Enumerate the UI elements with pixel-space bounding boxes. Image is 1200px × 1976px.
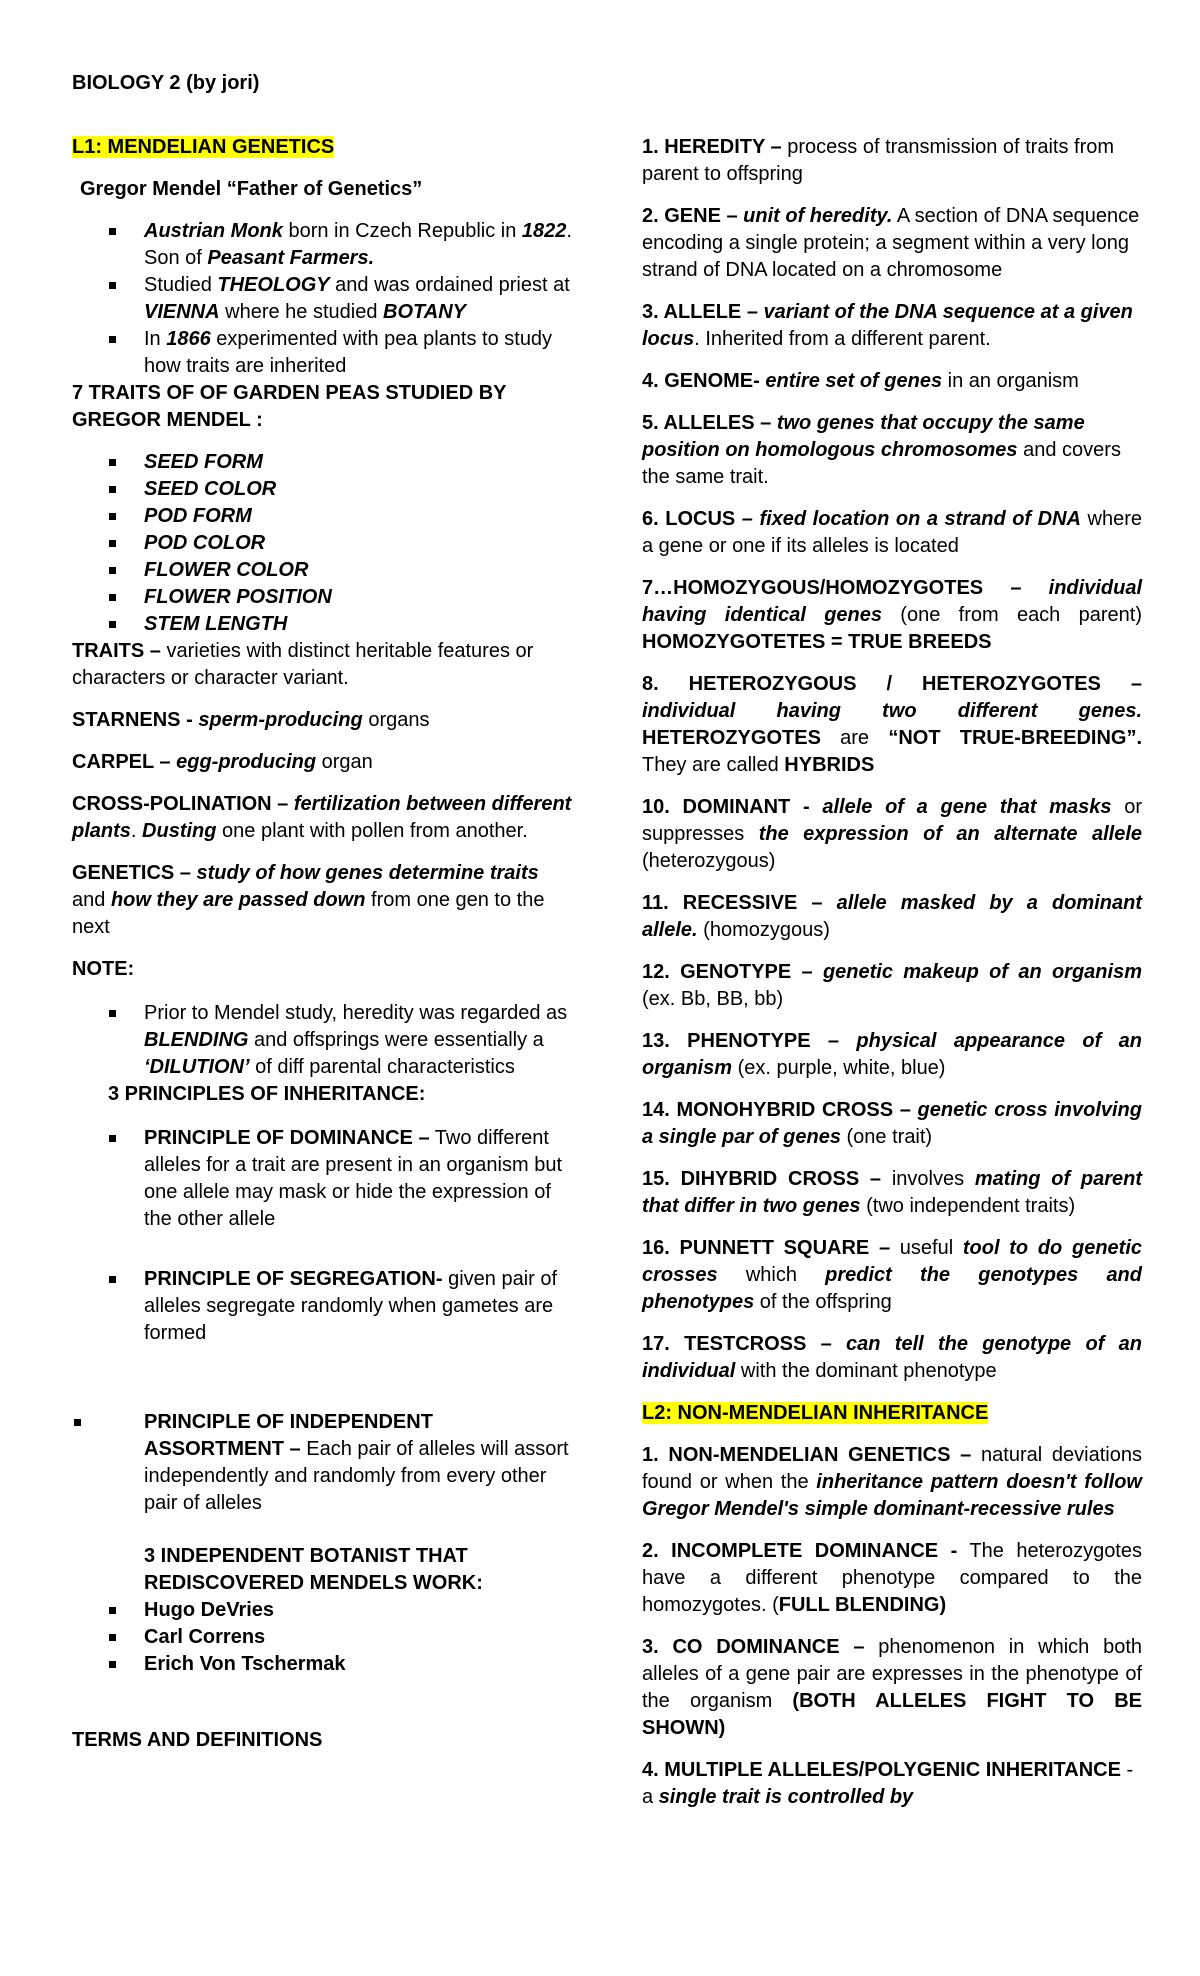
term-gene: 2. GENE – unit of heredity. A section of DNA sequence encoding a single protein; a segment within a very long strand of DNA located on a chromosome bbox=[642, 205, 1140, 281]
botanists-list bbox=[72, 1597, 572, 1678]
principle-segregation: PRINCIPLE OF SEGREGATION- given pair of alleles segregate randomly when gametes are formed bbox=[72, 1266, 572, 1347]
trait-item: POD COLOR bbox=[72, 530, 572, 557]
term-dihybrid-cross: 15. DIHYBRID CROSS – involves mating of parent that differ in two genes (two independent traits) bbox=[642, 1168, 1143, 1217]
principles-heading: 3 PRINCIPLES OF INHERITANCE: bbox=[108, 1083, 426, 1105]
note-label: NOTE: bbox=[72, 958, 135, 980]
starnens-definition: STARNENS - sperm-producing organs bbox=[72, 709, 430, 731]
principle-independent-assortment: PRINCIPLE OF INDEPENDENT ASSORTMENT – Each pair of alleles will assort independently and randomly from every other pair of alleles bbox=[72, 1409, 572, 1517]
traits-definition: TRAITS – varieties with distinct heritable features or characters or character variant. bbox=[72, 640, 534, 689]
term-dominant: 10. DOMINANT - allele of a gene that masks or suppresses the expression of an alternate allele (heterozygous) bbox=[642, 796, 1143, 872]
l2-heading: L2: NON-MENDELIAN INHERITANCE bbox=[642, 1402, 989, 1424]
term-genome: 4. GENOME- entire set of genes in an organism bbox=[642, 370, 1079, 392]
term-multiple-alleles: 4. MULTIPLE ALLELES/POLYGENIC INHERITANCE - a single trait is controlled by bbox=[642, 1759, 1134, 1808]
term-recessive: 11. RECESSIVE – allele masked by a dominant allele. (homozygous) bbox=[642, 892, 1142, 941]
principle-dominance: PRINCIPLE OF DOMINANCE – Two different alleles for a trait are present in an organism but one allele may mask or hide the expression of the other allele bbox=[72, 1125, 572, 1233]
trait-item: FLOWER POSITION bbox=[72, 584, 572, 611]
mendel-bullet-1: Austrian Monk born in Czech Republic in 1822. Son of Peasant Farmers. bbox=[72, 218, 572, 272]
term-allele: 3. ALLELE – variant of the DNA sequence at a given locus. Inherited from a different parent. bbox=[642, 301, 1133, 350]
traits-heading: 7 TRAITS OF OF GARDEN PEAS STUDIED BY GREGOR MENDEL : bbox=[72, 382, 507, 431]
term-alleles: 5. ALLELES – two genes that occupy the same position on homologous chromosomes and covers the same trait. bbox=[642, 412, 1121, 488]
term-co-dominance: 3. CO DOMINANCE – phenomenon in which both alleles of a gene pair are expresses in the phenotype of the organism (BOTH ALLELES FIGHT TO BE SHOWN) bbox=[642, 1636, 1143, 1739]
note-item: Prior to Mendel study, heredity was regarded as BLENDING and offsprings were essentially a ‘DILUTION’ of diff parental characteristics bbox=[72, 1000, 572, 1081]
trait-item: POD FORM bbox=[72, 503, 572, 530]
principles-list-2 bbox=[72, 1409, 572, 1517]
term-non-mendelian-genetics: 1. NON-MENDELIAN GENETICS – natural deviations found or when the inheritance pattern doesn't follow Gregor Mendel's simple dominant-recessive rules bbox=[642, 1444, 1142, 1520]
mendel-bullet-2: Studied THEOLOGY and was ordained priest at VIENNA where he studied BOTANY bbox=[72, 272, 572, 326]
term-phenotype: 13. PHENOTYPE – physical appearance of an organism (ex. purple, white, blue) bbox=[642, 1030, 1142, 1079]
term-incomplete-dominance: 2. INCOMPLETE DOMINANCE - The heterozygotes have a different phenotype compared to the homozygotes. (FULL BLENDING) bbox=[642, 1540, 1142, 1616]
botanists-heading: 3 INDEPENDENT BOTANIST THAT REDISCOVERED MENDELS WORK: bbox=[144, 1545, 483, 1594]
term-genotype: 12. GENOTYPE – genetic makeup of an organism (ex. Bb, BB, bb) bbox=[642, 961, 1142, 1010]
botanist-item: Erich Von Tschermak bbox=[72, 1651, 572, 1678]
note-list bbox=[72, 1000, 572, 1081]
trait-item: SEED FORM bbox=[72, 449, 572, 476]
document-title: BIOLOGY 2 (by jori) bbox=[72, 72, 260, 94]
left-column bbox=[72, 134, 572, 1754]
botanist-item: Carl Correns bbox=[72, 1624, 572, 1651]
traits-list bbox=[72, 449, 572, 638]
mendel-bullet-3: In 1866 experimented with pea plants to study how traits are inherited bbox=[72, 326, 572, 380]
term-punnett-square: 16. PUNNETT SQUARE – useful tool to do genetic crosses which predict the genotypes and phenotypes of the offspring bbox=[642, 1237, 1142, 1313]
principles-list bbox=[72, 1125, 572, 1347]
mendel-bullet-list bbox=[72, 218, 572, 380]
cross-pollination-definition: CROSS-POLINATION – fertilization between different plants. Dusting one plant with pollen from another. bbox=[72, 793, 572, 842]
trait-item: SEED COLOR bbox=[72, 476, 572, 503]
genetics-definition: GENETICS – study of how genes determine traits and how they are passed down from one gen to the next bbox=[72, 862, 545, 938]
terms-heading: TERMS AND DEFINITIONS bbox=[72, 1729, 323, 1751]
term-testcross: 17. TESTCROSS – can tell the genotype of an individual with the dominant phenotype bbox=[642, 1333, 1142, 1382]
term-monohybrid-cross: 14. MONOHYBRID CROSS – genetic cross involving a single par of genes (one trait) bbox=[642, 1099, 1142, 1148]
term-homozygous: 7…HOMOZYGOUS/HOMOZYGOTES – individual having identical genes (one from each parent) HOMOZYGOTETES = TRUE BREEDS bbox=[642, 577, 1142, 653]
carpel-definition: CARPEL – egg-producing organ bbox=[72, 751, 373, 773]
term-heredity: 1. HEREDITY – process of transmission of traits from parent to offspring bbox=[642, 136, 1115, 185]
mendel-title: Gregor Mendel “Father of Genetics” bbox=[80, 178, 423, 200]
botanist-item: Hugo DeVries bbox=[72, 1597, 572, 1624]
term-heterozygous: 8. HETEROZYGOUS / HETEROZYGOTES – individual having two different genes. HETEROZYGOTES are “NOT TRUE-BREEDING”. They are called HYBRIDS bbox=[642, 673, 1142, 776]
trait-item: FLOWER COLOR bbox=[72, 557, 572, 584]
term-locus: 6. LOCUS – fixed location on a strand of DNA where a gene or one if its alleles is located bbox=[642, 508, 1143, 557]
right-column bbox=[642, 134, 1142, 1826]
trait-item: STEM LENGTH bbox=[72, 611, 572, 638]
l1-heading: L1: MENDELIAN GENETICS bbox=[72, 136, 335, 158]
